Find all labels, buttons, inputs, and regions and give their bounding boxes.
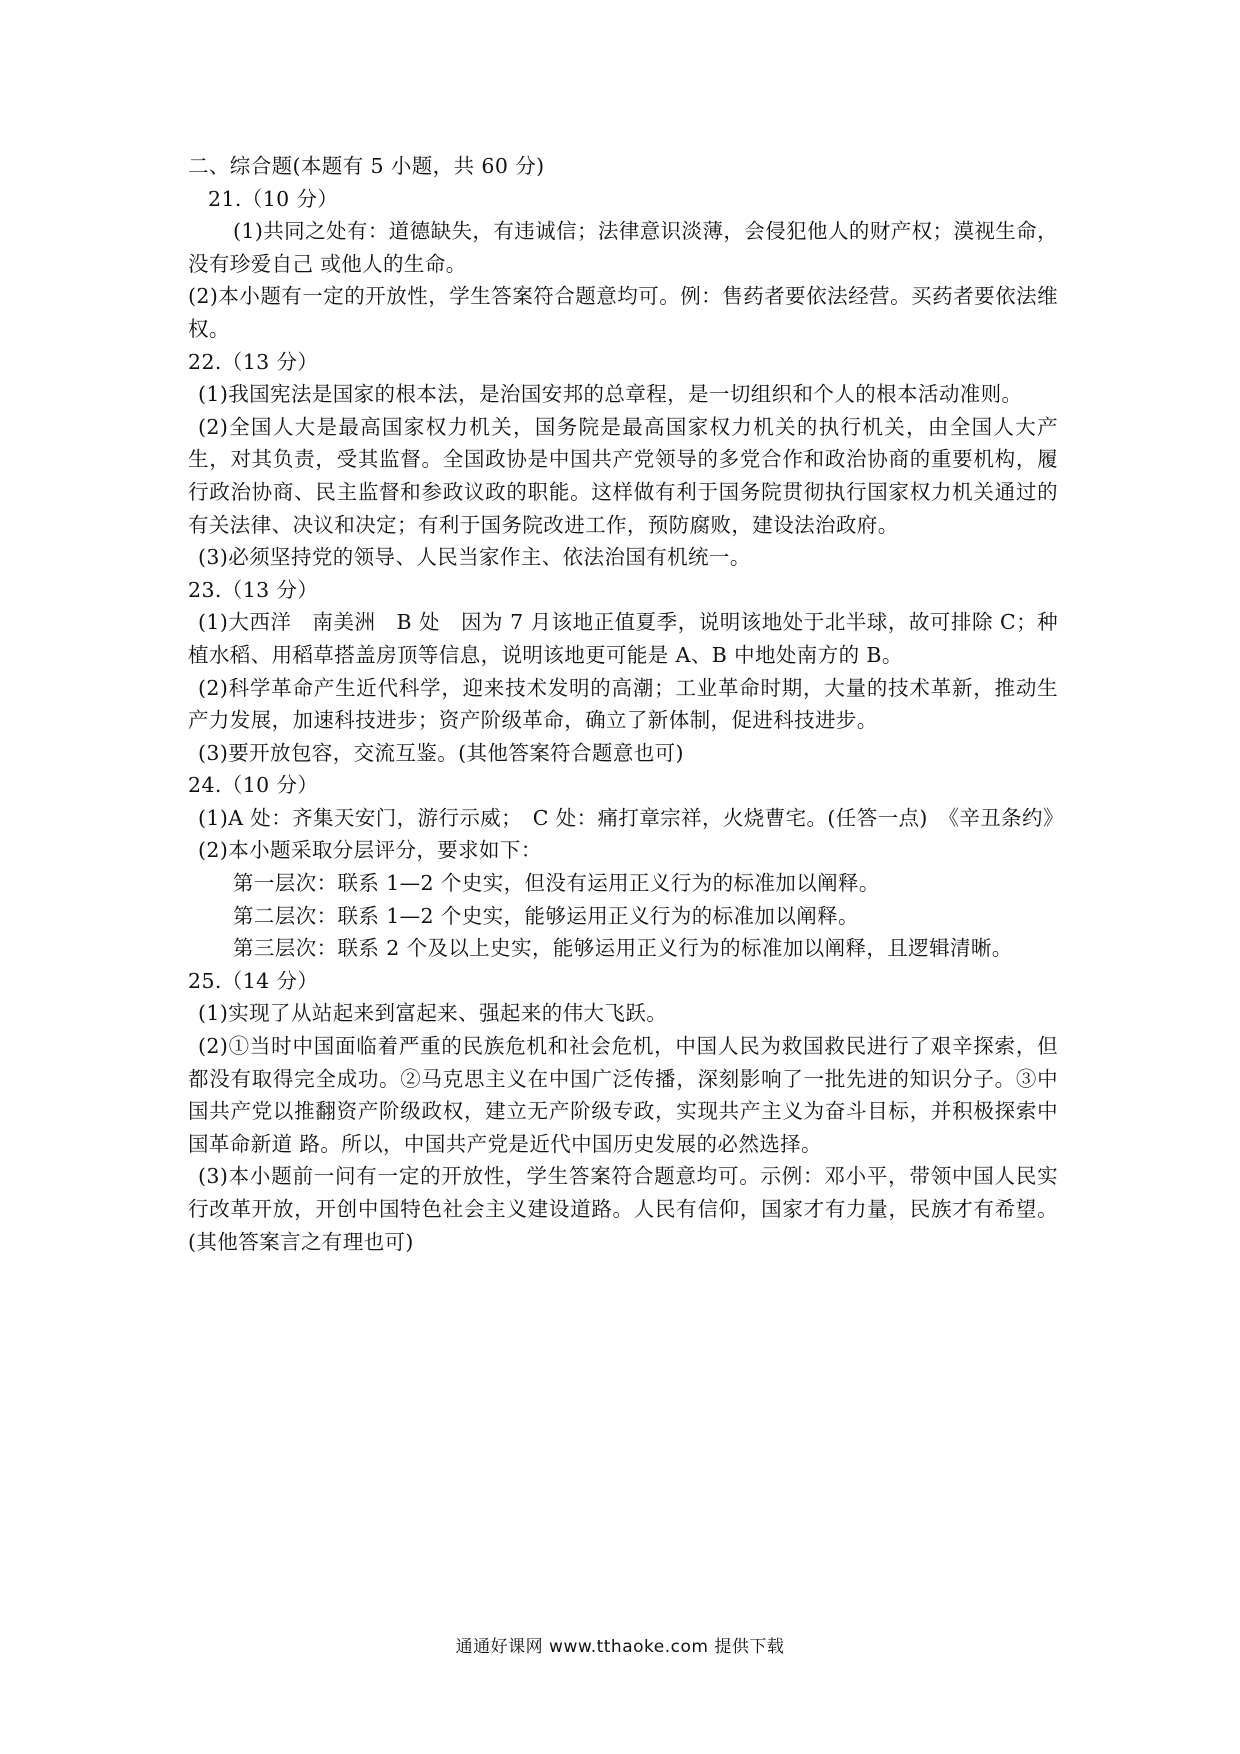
q25-answer-3: (3)本小题前一问有一定的开放性，学生答案符合题意均可。示例：邓小平，带领中国人民实行改革开放，开创中国特色社会主义建设道路。人民有信仰，国家才有力量，民族才有希望。(其他答案言之有理也可) bbox=[188, 1164, 1058, 1254]
q21-answer-2: (2)本小题有一定的开放性，学生答案符合题意均可。例：售药者要依法经营。买药者要依法维权。 bbox=[188, 284, 1058, 341]
q22-answer-3: (3)必须坚持党的领导、人民当家作主、依法治国有机统一。 bbox=[198, 545, 751, 570]
q25-answer-2: (2)①当时中国面临着严重的民族危机和社会危机，中国人民为救国救民进行了艰辛探索，但都没有取得完全成功。②马克思主义在中国广泛传播，深刻影响了一批先进的知识分子。③中国共产党以推翻资产阶级政权，建立无产阶级专政，实现共产主义为奋斗目标，并积极探索中国革命新道 路。所以，中国共产党是近代中国历史发展的必然选择。 bbox=[188, 1034, 1058, 1156]
download-footer: 通通好课网 www.tthaoke.com 提供下载 bbox=[455, 1637, 785, 1657]
q23-answer-2: (2)科学革命产生近代科学，迎来技术发明的高潮；工业革命时期，大量的技术革新，推动生产力发展，加速科技进步；资产阶级革命，确立了新体制，促进科技进步。 bbox=[188, 675, 1058, 733]
q21-header: 21.（10 分） bbox=[208, 186, 339, 211]
q22-header: 22.（13 分） bbox=[188, 349, 319, 374]
section-title: 二、综合题(本题有 5 小题，共 60 分) bbox=[188, 154, 545, 178]
q22-answer-2: (2)全国人大是最高国家权力机关，国务院是最高国家权力机关的执行机关，由全国人大产生，对其负责，受其监督。全国政协是中国共产党领导的多党合作和政治协商的重要机构，履行政治协商、民主监督和参政议政的职能。这样做有利于国务院贯彻执行国家权力机关通过的有关法律、决议和决定；有利于国务院改进工作，预防腐败，建设法治政府。 bbox=[188, 414, 1058, 537]
q23-answer-1: (1)大西洋 南美洲 B 处 因为 7 月该地正值夏季，说明该地处于北半球，故可排除 C；种植水稻、用稻草搭盖房顶等信息，说明该地更可能是 A、B 中地处南方的 B。 bbox=[188, 610, 1058, 667]
q25-header: 25.（14 分） bbox=[188, 968, 319, 993]
answer-content bbox=[188, 150, 1064, 1258]
q23-header: 23.（13 分） bbox=[188, 577, 319, 602]
q21-answer-1: (1)共同之处有：道德缺失，有违诚信；法律意识淡薄，会侵犯他人的财产权；漠视生命，没有珍爱自己 或他人的生命。 bbox=[188, 219, 1058, 276]
q24-answer-2: (2)本小题采取分层评分，要求如下： bbox=[198, 838, 542, 863]
q24-level-2: 第二层次：联系 1—2 个史实，能够运用正义行为的标准加以阐释。 bbox=[233, 903, 859, 928]
q23-answer-3: (3)要开放包容，交流互鉴。(其他答案符合题意也可) bbox=[198, 740, 684, 765]
q24-header: 24.（10 分） bbox=[188, 773, 319, 798]
q24-answer-1: (1)A 处：齐集天安门，游行示威； C 处：痛打章宗祥，火烧曹宅。(任答一点) 《辛丑条约》 bbox=[198, 805, 1064, 830]
q24-level-1: 第一层次：联系 1—2 个史实，但没有运用正义行为的标准加以阐释。 bbox=[233, 871, 880, 896]
q22-answer-1: (1)我国宪法是国家的根本法，是治国安邦的总章程，是一切组织和个人的根本活动准则。 bbox=[198, 382, 1023, 407]
q24-level-3: 第三层次：联系 2 个及以上史实，能够运用正义行为的标准加以阐释，且逻辑清晰。 bbox=[233, 936, 1013, 961]
q25-answer-1: (1)实现了从站起来到富起来、强起来的伟大飞跃。 bbox=[198, 1001, 668, 1026]
